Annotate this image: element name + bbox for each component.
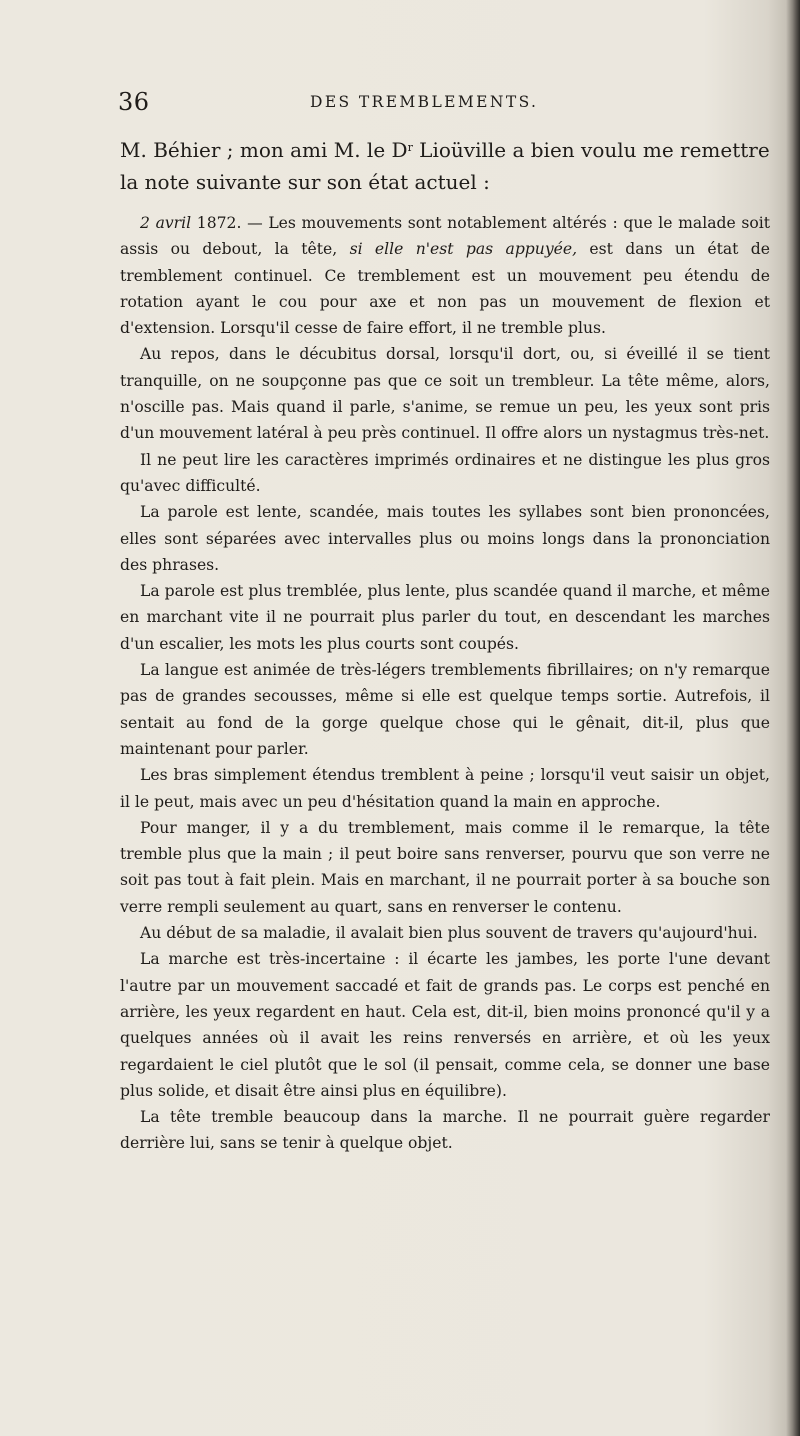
intro-text-end: Lioüville a bien voulu me remettre la note suivante sur son état actuel :	[120, 138, 770, 194]
page-number: 36	[118, 88, 150, 116]
intro-text-start: M. Béhier ; mon ami M. le D	[120, 138, 408, 162]
note-italic-phrase: si elle n'est pas appuyée,	[349, 240, 578, 259]
note-opening-paragraph	[120, 210, 770, 341]
note-body	[120, 210, 770, 1157]
paragraph-langue: La langue est animée de très-légers tremblements fibrillaires; on n'y remarque pas de grandes secousses, même si elle est quelque temps sortie. Autrefois, il sentait au fond de la gorge quelque chose qui le gênait, dit-il, plus que maintenant pour parler.	[120, 661, 770, 758]
paragraph-parole-tremblee: La parole est plus tremblée, plus lente, plus scandée quand il marche, et même en marchant vite il ne pourrait plus parler du tout, en descendant les marches d'un escalier, les mots les plus courts sont coupés.	[120, 582, 770, 653]
running-title: DES TREMBLEMENTS.	[310, 93, 539, 111]
note-opening-text: 1872. — Les mouvements sont notablement altérés : que le malade soit assis ou debout, la tête,	[120, 214, 771, 259]
page-header	[118, 88, 748, 120]
paragraph-lecture: Il ne peut lire les caractères imprimés ordinaires et ne distingue les plus gros qu'avec difficulté.	[120, 450, 770, 495]
paragraph-bras: Les bras simplement étendus tremblent à peine ; lorsqu'il veut saisir un objet, il le peut, mais avec un peu d'hésitation quand la main en approche.	[120, 766, 770, 811]
paragraph-repos: Au repos, dans le décubitus dorsal, lorsqu'il dort, ou, si éveillé il se tient tranquille, on ne soupçonne pas que ce soit un trembleur. La tête même, alors, n'oscille pas. Mais quand il parle, s'anime, se remue un peu, les yeux sont pris d'un mouvement latéral à peu près continuel. Il offre alors un nystagmus très-net.	[120, 345, 770, 443]
paragraph-parole-lente: La parole est lente, scandée, mais toutes les syllabes sont bien prononcées, elles sont séparées avec intervalles plus ou moins longs dans la prononciation des phrases.	[120, 503, 770, 574]
note-date: 2 avril	[140, 214, 192, 232]
intro-superscript: r	[407, 141, 413, 154]
intro-paragraph	[120, 132, 770, 198]
paragraph-tete-marche: La tête tremble beaucoup dans la marche. Il ne pourrait guère regarder derrière lui, sans se tenir à quelque objet.	[120, 1108, 770, 1153]
paragraph-debut-maladie: Au début de sa maladie, il avalait bien plus souvent de travers qu'aujourd'hui.	[140, 924, 758, 943]
page-edge-shadow	[786, 0, 800, 1436]
paragraph-marche: La marche est très-incertaine : il écarte les jambes, les porte l'une devant l'autre par un mouvement saccadé et fait de grands pas. Le corps est penché en arrière, les yeux regardent en haut. Cela est, dit-il, bien moins prononcé qu'il y a quelques années où il avait les reins renversés en arrière, et où les yeux regardaient le ciel plutôt que le sol (il pensait, comme cela, se donner une base plus solide, et disait être ainsi plus en équilibre).	[120, 950, 770, 1100]
paragraph-manger: Pour manger, il y a du tremblement, mais comme il le remarque, la tête tremble plus que la main ; il peut boire sans renverser, pourvu que son verre ne soit pas tout à fait plein. Mais en marchant, il ne pourrait porter à sa bouche son verre rempli seulement au quart, sans en renverser le contenu.	[120, 818, 770, 916]
note-continuation: est dans un état de tremblement continuel. Ce tremblement est un mouvement peu étendu de rotation ayant le cou pour axe et non pas un mouvement de flexion et d'extension. Lorsqu'il cesse de faire effort, il ne tremble plus.	[120, 240, 770, 338]
